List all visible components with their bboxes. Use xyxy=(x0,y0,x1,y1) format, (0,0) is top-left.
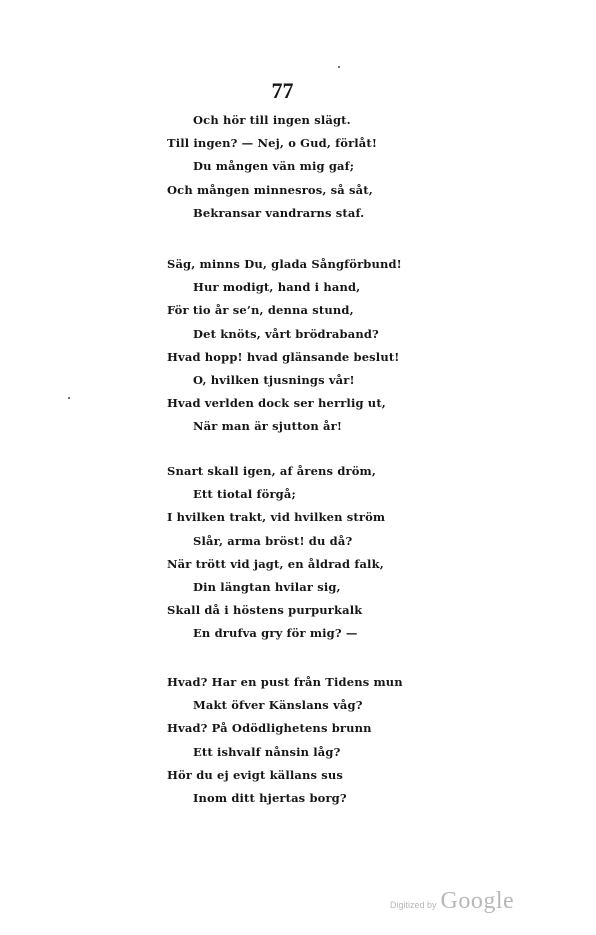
speck-mark xyxy=(68,397,70,399)
verse-line: Hur modigt, hand i hand, xyxy=(193,280,361,295)
verse-line: Hvad? Har en pust från Tidens mun xyxy=(167,675,403,689)
verse-line: Hör du ej evigt källans sus xyxy=(167,767,344,782)
verse-line: Slår, arma bröst! du då? xyxy=(193,533,353,548)
verse-line: Hvad? På Odödlighetens brunn xyxy=(167,721,372,736)
verse-line: O, hvilken tjusnings vår! xyxy=(193,373,355,387)
verse-line: Snart skall igen, af årens dröm, xyxy=(167,464,377,478)
google-logo: Google xyxy=(440,888,515,914)
verse-line: Ett tiotal förgå; xyxy=(193,487,296,502)
watermark-prefix: Digitized by xyxy=(390,900,437,910)
verse-line: Du mången vän mig gaf; xyxy=(193,159,355,174)
verse-line: Inom ditt hjertas borg? xyxy=(193,791,347,805)
verse-line: En drufva gry för mig? — xyxy=(193,626,358,641)
speck-mark xyxy=(338,66,340,68)
digitized-by-google-watermark xyxy=(390,888,514,915)
verse-line: För tio år se’n, denna stund, xyxy=(167,303,354,318)
verse-line: Bekransar vandrarns staf. xyxy=(193,205,365,220)
verse-line: I hvilken trakt, vid hvilken ström xyxy=(167,510,386,525)
verse-line: Makt öfver Känslans våg? xyxy=(193,698,363,713)
verse-line: Hvad verlden dock ser herrlig ut, xyxy=(167,396,386,411)
verse-line: Hvad hopp! hvad glänsande beslut! xyxy=(167,349,400,364)
verse-line: När trött vid jagt, en åldrad falk, xyxy=(167,556,384,571)
verse-line: Din längtan hvilar sig, xyxy=(193,580,341,594)
page-number: 77 xyxy=(271,78,294,103)
verse-line: Ett ishvalf nånsin låg? xyxy=(193,744,341,759)
verse-line: Och hör till ingen slägt. xyxy=(193,113,351,127)
verse-line: Skall då i höstens purpurkalk xyxy=(167,603,363,618)
verse-line: Till ingen? — Nej, o Gud, förlåt! xyxy=(167,136,378,151)
verse-line: När man är sjutton år! xyxy=(193,419,343,434)
verse-line: Och mången minnesros, så såt, xyxy=(167,182,373,197)
verse-line: Säg, minns Du, glada Sångförbund! xyxy=(167,257,402,271)
verse-line: Det knöts, vårt brödraband? xyxy=(193,326,379,341)
